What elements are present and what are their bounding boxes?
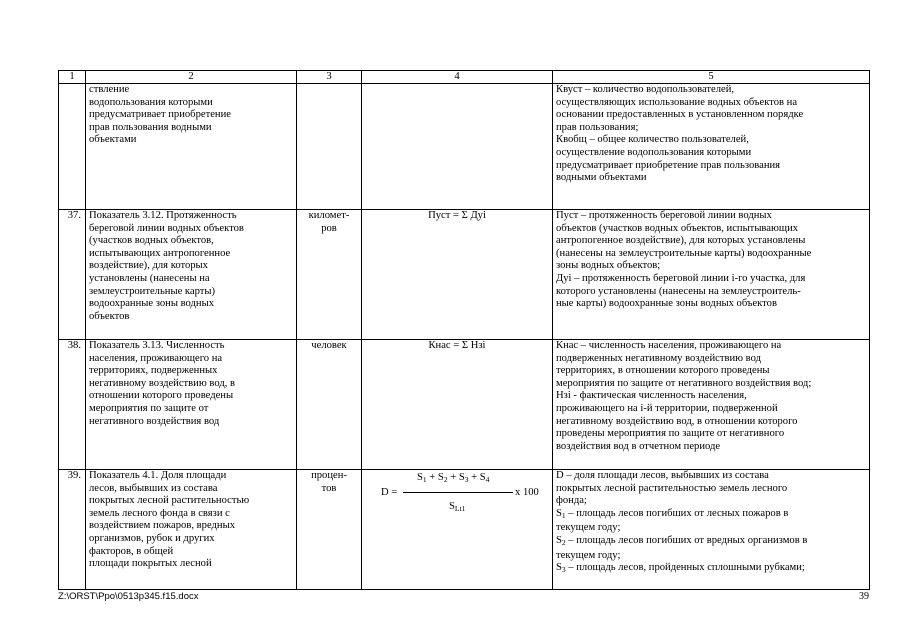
indicator-line: лесов, выбывших из состава (89, 482, 218, 494)
indicator-line: воздействие), для которых (89, 260, 208, 272)
description-line: осуществляющих использование водных объектов на (556, 96, 798, 108)
unit-line: ров (321, 222, 337, 234)
indicator-line: объектов (89, 310, 130, 322)
indicator-line: водоохранные зоны водных (89, 298, 214, 310)
description-line: Пуст – протяженность береговой линии водных (556, 210, 772, 221)
description-line: объектов (участков водных объектов, испытывающих (556, 222, 799, 234)
unit-cell (297, 340, 362, 470)
description-line (556, 535, 866, 550)
unit-line: процен- (311, 470, 347, 481)
formula-term: + S (468, 472, 486, 483)
formula-subscript: 4 (485, 475, 490, 484)
indicator-line: установлены (нанесены на (89, 272, 210, 284)
indicator-line: предусматривает приобретение (89, 109, 231, 121)
description-line: водными объектами (556, 172, 647, 184)
indicator-cell (86, 84, 297, 210)
description-text: текущем году; (556, 549, 621, 561)
indicator-cell (86, 210, 297, 340)
formula-subscript: Lt1 (454, 504, 466, 513)
indicator-line: (участков водных объектов, (89, 235, 214, 247)
description-line: негативному воздействию вод, в отношении которого (556, 415, 798, 427)
footer-file-path: Z:\ORST\Ppo\0513p345.f15.docx (58, 591, 199, 602)
column-header: 1 (59, 71, 86, 84)
description-text: – площадь лесов, пройденных сплошными рубками; (565, 562, 805, 574)
description-line: ные карты) водоохранные зоны водных объектов (556, 298, 777, 310)
indicator-line: территориях, подверженных (89, 365, 218, 377)
table-body (59, 84, 870, 590)
indicator-cell (86, 470, 297, 590)
formula-subscript: 1 (422, 475, 427, 484)
formula-cell (362, 84, 553, 210)
indicator-line: водопользования которыми (89, 96, 213, 108)
description-text: D – доля площади лесов, выбывших из состава (556, 470, 769, 481)
indicator-line: площади покрытых лесной (89, 558, 212, 570)
formula-lhs: D = (381, 487, 398, 498)
description-text: – площадь лесов погибших от лесных пожаров в (565, 507, 789, 519)
formula-text: Кнас = Σ Нзi (428, 340, 486, 351)
description-line (556, 550, 866, 563)
description-line: основании предоставленных в установленном порядке (556, 109, 804, 121)
description-line: антропогенное воздействие), для которых установлены (556, 235, 806, 247)
description-cell (553, 470, 870, 590)
formula-term: + S (426, 472, 444, 483)
description-text: фонда; (556, 495, 587, 507)
description-line: территориях, в отношении которого проведены (556, 365, 770, 377)
description-line: Нзi - фактическая численность населения, (556, 390, 747, 402)
description-cell (553, 340, 870, 470)
formula-subscript: 3 (464, 475, 469, 484)
description-line: подверженных негативному воздействию вод (556, 352, 761, 364)
table-row (59, 84, 870, 210)
formula-term: S (449, 501, 455, 512)
indicator-line: Показатель 4.1. Доля площади (89, 470, 227, 481)
indicator-line: прав пользования водными (89, 121, 212, 133)
description-line (556, 562, 866, 577)
formula-denominator (449, 501, 465, 516)
row-number-cell (59, 84, 86, 210)
formula-text: Пуст = Σ Дуi (428, 210, 486, 221)
description-line (556, 508, 866, 523)
formula-cell (362, 340, 553, 470)
page-number: 39 (859, 591, 869, 602)
symbol-term: S (556, 534, 562, 546)
description-line: проведены мероприятия по защите от негативного (556, 428, 785, 440)
symbol-term: S (556, 562, 562, 574)
description-line: зоны водных объектов; (556, 260, 661, 272)
description-text: – площадь лесов погибших от вредных организмов в (565, 534, 808, 546)
unit-line: человек (311, 340, 347, 351)
row-number-cell: 38. (59, 340, 86, 470)
formula-subscript: 2 (561, 537, 566, 547)
description-line: осуществление водопользования которыми (556, 146, 752, 158)
formula-term: S (417, 472, 423, 483)
indicator-line: покрытых лесной растительностью (89, 495, 250, 507)
unit-cell (297, 210, 362, 340)
indicator-table (58, 70, 870, 590)
table-row (59, 210, 870, 340)
description-line: которого установлены (нанесены на землеустроитель- (556, 285, 801, 297)
indicator-line: населения, проживающего на (89, 352, 223, 364)
indicator-line: земель лесного фонда в связи с (89, 507, 230, 519)
indicator-line: воздействием пожаров, вредных (89, 520, 235, 532)
description-line: прав пользования; (556, 121, 639, 133)
fraction-bar (403, 492, 513, 493)
unit-line: километ- (308, 210, 350, 221)
indicator-line: факторов, в общей (89, 545, 174, 557)
table-row (59, 340, 870, 470)
indicator-line: ствление (89, 84, 130, 95)
indicator-line: негативного воздействия вод (89, 415, 220, 427)
description-line (556, 522, 866, 535)
indicator-line: землеустроительные карты) (89, 285, 216, 297)
formula-cell (362, 470, 553, 590)
formula-numerator (417, 472, 489, 487)
formula-term: + S (447, 472, 465, 483)
column-header: 5 (553, 71, 870, 84)
description-line: Кнас – численность населения, проживающего на (556, 340, 782, 351)
unit-line: тов (321, 482, 337, 494)
indicator-line: мероприятия по защите от (89, 402, 209, 414)
indicator-line: организмов, рубок и других (89, 532, 215, 544)
description-cell (553, 210, 870, 340)
formula-subscript: 1 (561, 510, 566, 520)
description-line (556, 495, 866, 508)
symbol-term: S (556, 507, 562, 519)
formula-subscript: 3 (561, 565, 566, 575)
description-line: Квобщ – общее количество пользователей, (556, 134, 749, 146)
description-line: предусматривает приобретение прав пользования (556, 159, 781, 171)
fraction-formula (365, 472, 549, 512)
description-line: проживающего на i-й территории, подверженной (556, 402, 778, 414)
indicator-line: испытывающих антропогенное (89, 247, 231, 259)
indicator-line: береговой линии водных объектов (89, 222, 244, 234)
description-line: Квуст – количество водопользователей, (556, 84, 735, 95)
indicator-line: Показатель 3.13. Численность (89, 340, 225, 351)
description-text: покрытых лесной растительностью земель лесного (556, 482, 788, 494)
formula-subscript: 2 (443, 475, 448, 484)
row-number-cell: 39. (59, 470, 86, 590)
table-header-row (59, 71, 870, 84)
description-line: мероприятия по защите от негативного воздействия вод; (556, 377, 812, 389)
table-row (59, 470, 870, 590)
column-header: 4 (362, 71, 553, 84)
description-line: воздействия вод в отчетном периоде (556, 440, 721, 452)
indicator-line: объектами (89, 134, 137, 146)
indicator-line: Показатель 3.12. Протяженность (89, 210, 237, 221)
column-header: 2 (86, 71, 297, 84)
indicator-line: отношении которого проведены (89, 390, 234, 402)
description-line: (нанесены на землеустроительные карты) водоохранные (556, 247, 812, 259)
formula-multiplier: x 100 (515, 487, 539, 498)
unit-cell (297, 470, 362, 590)
description-line: Дуi – протяженность береговой линии i-го участка, для (556, 272, 806, 284)
formula-cell (362, 210, 553, 340)
row-number-cell: 37. (59, 210, 86, 340)
column-header: 3 (297, 71, 362, 84)
description-line (556, 483, 866, 496)
unit-cell (297, 84, 362, 210)
indicator-line: негативному воздействию вод, в (89, 377, 236, 389)
indicator-cell (86, 340, 297, 470)
description-cell (553, 84, 870, 210)
description-text: текущем году; (556, 522, 621, 534)
description-line (556, 470, 866, 483)
